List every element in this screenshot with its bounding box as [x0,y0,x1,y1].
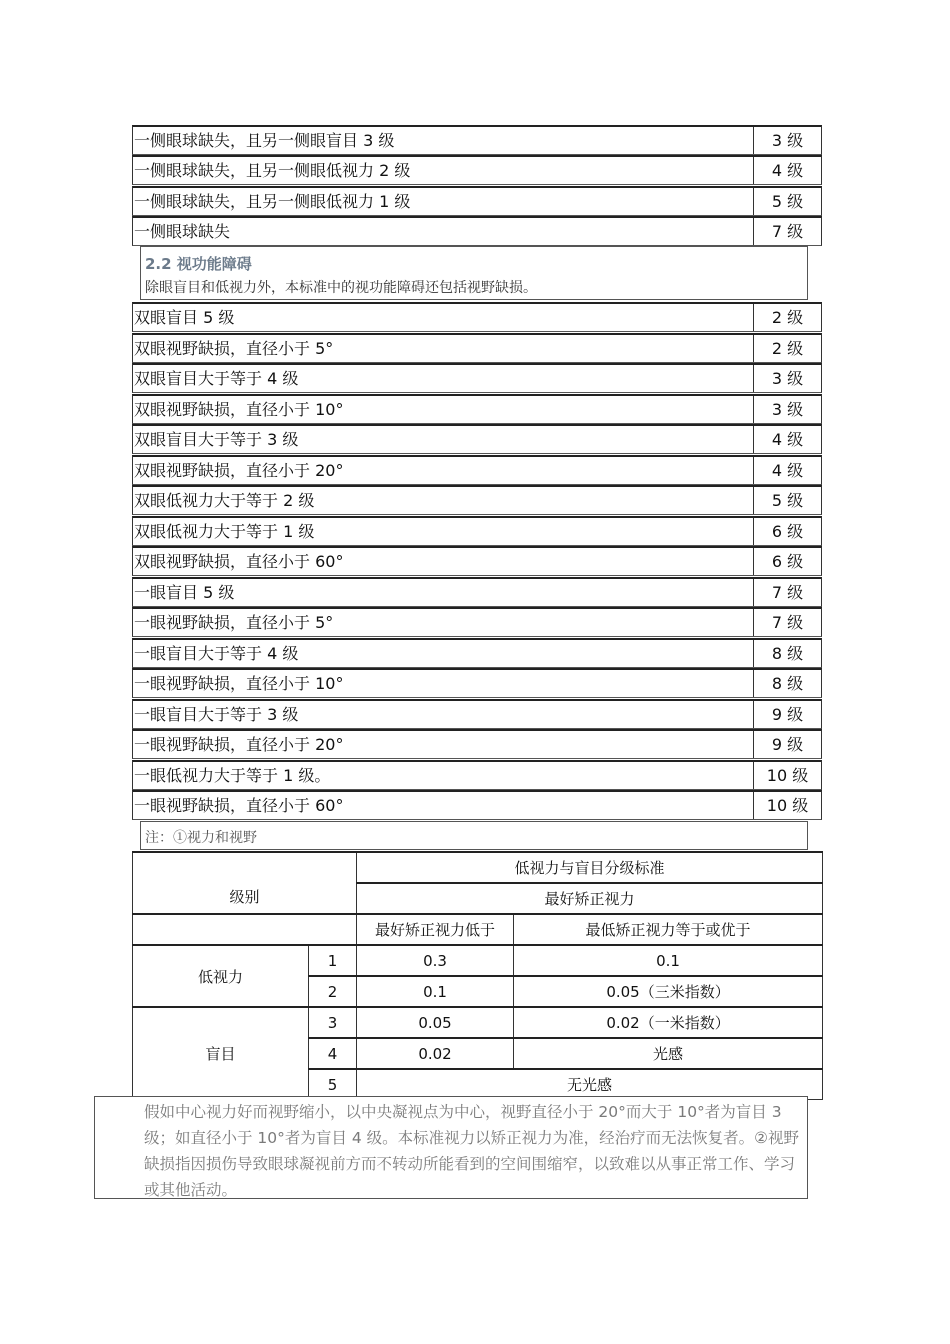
row-grade: 9 级 [753,731,821,758]
best-corrected-header: 最好矫正视力 [357,883,823,914]
empty-header-cell [133,914,357,945]
value-lower: 0.05 [357,1007,514,1038]
row-description: 双眼盲目大于等于 4 级 [134,369,299,388]
row-description: 双眼视野缺损，直径小于 60° [134,552,344,571]
row-grade: 2 级 [753,335,821,362]
row-description: 一眼盲目 5 级 [134,583,235,602]
section-heading: 2.2 视功能障碍 [145,255,252,273]
row-description: 双眼视野缺损，直径小于 10° [134,400,344,419]
footer-paragraph: 假如中心视力好而视野缩小，以中央凝视点为中心，视野直径小于 20°而大于 10°者为盲目 3 级；如直径小于 10°者为盲目 4 级。本标准视力以矫正视力为准，经治疗而无法恢复者。②视野缺损指因损伤导致眼球凝视前方而不转动所能看到的空间围缩窄，以致难以从事正常工作、学习或其他活动。 [144,1103,800,1199]
value-better: 0.1 [514,945,823,976]
row-grade: 4 级 [753,457,821,484]
level-number: 2 [309,976,357,1007]
row-description: 一侧眼球缺失，且另一侧眼盲目 3 级 [134,131,395,150]
row-description: 一眼视野缺损，直径小于 60° [134,796,344,815]
row-description: 一侧眼球缺失 [134,222,231,241]
level-header: 级别 [133,852,357,914]
vision-classification-table [132,851,823,1100]
row-description: 双眼低视力大于等于 1 级 [134,522,315,541]
value-merged: 无光感 [357,1069,823,1100]
table-row [132,546,822,576]
table-title: 低视力与盲目分级标准 [357,852,823,883]
value-better: 0.05（三米指数） [514,976,823,1007]
table-row [132,363,822,393]
table-row [132,485,822,515]
table-row [132,577,822,607]
value-better: 光感 [514,1038,823,1069]
row-grade: 3 级 [753,127,821,154]
table-row [132,729,822,759]
row-description: 一眼视野缺损，直径小于 5° [134,613,334,632]
category-low-vision: 低视力 [133,945,309,1007]
row-grade: 2 级 [753,304,821,331]
table-row [132,790,822,820]
row-grade: 7 级 [753,218,821,245]
row-description: 一侧眼球缺失，且另一侧眼低视力 1 级 [134,192,411,211]
row-grade: 10 级 [753,762,821,789]
table-row [132,125,822,155]
table-row [132,155,822,185]
row-description: 一侧眼球缺失，且另一侧眼低视力 2 级 [134,161,411,180]
row-grade: 4 级 [753,426,821,453]
row-grade: 3 级 [753,365,821,392]
table-row [132,760,822,790]
row-grade: 3 级 [753,396,821,423]
footer-note-box [94,1096,808,1199]
section-text: 除眼盲目和低视力外，本标准中的视功能障碍还包括视野缺损。 [145,280,537,296]
row-grade: 8 级 [753,640,821,667]
category-blind: 盲目 [133,1007,309,1100]
table-row [132,668,822,698]
row-description: 双眼盲目大于等于 3 级 [134,430,299,449]
level-number: 5 [309,1069,357,1100]
table-row [132,516,822,546]
row-grade: 7 级 [753,579,821,606]
col-header-equal-better: 最低矫正视力等于或优于 [514,914,823,945]
row-grade: 6 级 [753,518,821,545]
row-description: 一眼视野缺损，直径小于 10° [134,674,344,693]
section-box [140,246,808,300]
row-grade: 10 级 [753,792,821,819]
value-lower: 0.02 [357,1038,514,1069]
table-row [132,186,822,216]
row-grade: 6 级 [753,548,821,575]
table-row [132,455,822,485]
row-grade: 4 级 [753,157,821,184]
row-description: 一眼盲目大于等于 3 级 [134,705,299,724]
row-grade: 9 级 [753,701,821,728]
table-row [132,424,822,454]
row-grade: 8 级 [753,670,821,697]
col-header-lower: 最好矫正视力低于 [357,914,514,945]
value-lower: 0.3 [357,945,514,976]
row-description: 一眼视野缺损，直径小于 20° [134,735,344,754]
row-grade: 5 级 [753,188,821,215]
table-row [132,638,822,668]
row-description: 双眼视野缺损，直径小于 20° [134,461,344,480]
row-description: 一眼盲目大于等于 4 级 [134,644,299,663]
row-grade: 7 级 [753,609,821,636]
table-row [132,333,822,363]
level-number: 3 [309,1007,357,1038]
value-lower: 0.1 [357,976,514,1007]
row-description: 双眼视野缺损，直径小于 5° [134,339,334,358]
table-row [132,216,822,246]
row-description: 双眼盲目 5 级 [134,308,235,327]
note-label: 注：①视力和视野 [145,830,257,846]
level-number: 1 [309,945,357,976]
table-row [132,394,822,424]
table-row [132,607,822,637]
row-description: 双眼低视力大于等于 2 级 [134,491,315,510]
row-grade: 5 级 [753,487,821,514]
row-description: 一眼低视力大于等于 1 级。 [134,766,331,785]
value-better: 0.02（一米指数） [514,1007,823,1038]
table-row [132,699,822,729]
note-box [140,821,808,850]
level-number: 4 [309,1038,357,1069]
table-row [132,302,822,332]
